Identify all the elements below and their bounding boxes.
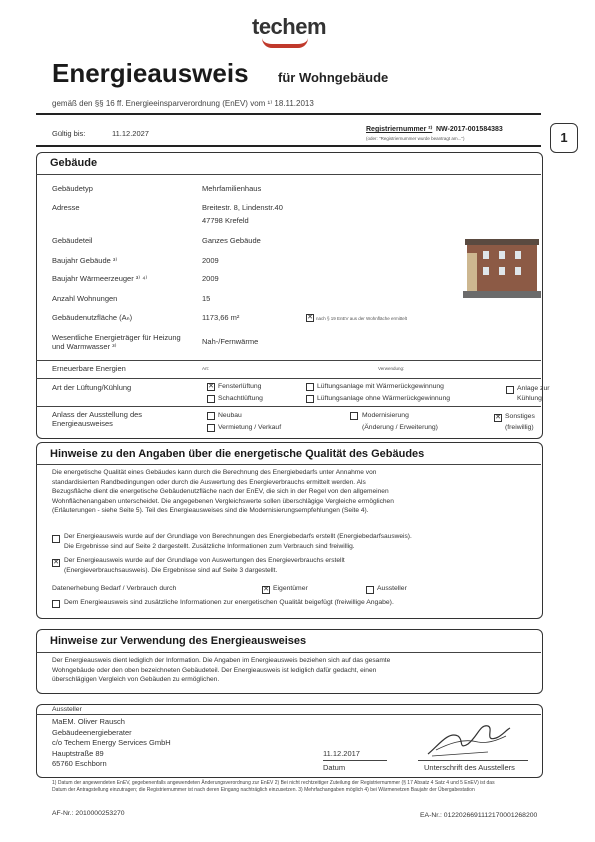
new-build-checkbox[interactable]	[207, 412, 215, 420]
additional-info-checkbox[interactable]	[52, 600, 60, 608]
owner-checkbox[interactable]: ✕	[263, 586, 269, 593]
issuer-address: MaEM. Oliver Rausch Gebäudeenergieberater c/o Techem Energy Services GmbH Hauptstraße 89 65760 Eschborn	[52, 717, 171, 768]
reason-divider	[36, 406, 541, 407]
checkbox-label: Kühlung	[517, 395, 542, 402]
page-subtitle: für Wohngebäude	[278, 70, 389, 85]
af-number: AF-Nr.: 201000025327​0	[52, 810, 125, 817]
quality-notes-title: Hinweise zu den Angaben über die energetische Qualität des Gebäudes	[50, 448, 425, 460]
quality-notes-paragraph: Die energetische Qualität eines Gebäudes kann durch die Berechnung des Energiebedarfs unter Annahme von standardisierten Randbedingungen oder durch die Auswertung des Energieverbrauchs ermittelt werden. Als Bezugsfläche dient die energetische Gebäudenutzfläche nach der EnEV, die sich in der Regel von den allgemeinen Wohnflächenangaben unterscheidet. Die angegebenen Vergleichswerte sollen überschlägige Vergleiche ermöglichen (Erläuterungen - siehe Seite 5). Teil des Energieausweises sind die Modernisierungsempfehlungen (Seite 4).	[52, 469, 394, 514]
issue-date: 11.12.2017	[323, 749, 360, 758]
signature-image	[418, 716, 518, 761]
address-line1: Breitestr. 8, Lindenstr.40	[202, 203, 283, 212]
energy-source-label: Wesentliche Energieträger für Heizung und Warmwasser ³⁾	[52, 333, 181, 351]
other-checkbox[interactable]: ✕	[495, 414, 501, 421]
window-ventilation-checkbox[interactable]: ✕	[208, 383, 214, 390]
ventilation-without-recovery-checkbox[interactable]	[306, 395, 314, 403]
building-photo	[463, 183, 541, 303]
usable-area-value: 1173,66 m²	[202, 313, 240, 322]
ventilation-label: Art der Lüftung/Kühlung	[52, 383, 132, 392]
checkbox-label: Schachtlüftung	[218, 395, 263, 402]
building-title-divider	[36, 174, 541, 175]
building-part-value: Ganzes Gebäude	[202, 236, 261, 245]
law-reference: gemäß den §§ 16 ff. Energieeinsparverordnung (EnEV) vom ¹⁾ 18.11.2013	[52, 99, 314, 108]
building-row-label: Baujahr Wärmeerzeuger ³⁾ ⁴⁾	[52, 274, 148, 283]
checkbox-label: Sonstiges	[505, 413, 535, 420]
issuer-label: Aussteller	[52, 706, 82, 713]
demand-certificate-text: Der Energieausweis wurde auf der Grundlage von Berechnungen des Energiebedarfs erstellt (Energiebedarfsausweis). Die Ergebnisse sind auf Seite 2 dargestellt. Zusätzliche Informationen zum Verbrauch sind freiwillig.	[64, 533, 412, 550]
data-collection-label: Datenerhebung Bedarf / Verbrauch durch	[52, 585, 177, 592]
checkbox-label: Modernisierung	[362, 412, 409, 419]
an-note-checkbox[interactable]: ✕	[307, 314, 313, 321]
quality-notes-divider	[36, 464, 541, 465]
header-divider	[36, 113, 541, 115]
building-type-value: Mehrfamilienhaus	[202, 184, 262, 193]
ea-number: EA-Nr.: 01220266911121700012682​00	[420, 812, 538, 819]
renewables-label: Erneuerbare Energien	[52, 364, 126, 373]
page-number-badge: 1	[550, 123, 578, 153]
checkbox-label: Lüftungsanlage mit Wärmerückgewinnung	[317, 383, 444, 390]
techem-logo: techem	[252, 14, 327, 39]
usage-notes-title: Hinweise zur Verwendung des Energieausweises	[50, 635, 307, 647]
apartments-value: 15	[202, 294, 211, 303]
renewables-use-label: Verwendung:	[378, 366, 405, 371]
energy-source-value: Nah-/Fernwärme	[202, 337, 259, 346]
valid-until-label: Gültig bis:	[52, 129, 86, 138]
modernization-checkbox[interactable]	[350, 412, 358, 420]
signature-label: Unterschrift des Ausstellers	[424, 763, 515, 772]
ventilation-with-recovery-checkbox[interactable]	[306, 383, 314, 391]
validity-divider	[36, 145, 541, 147]
ventilation-divider	[36, 378, 541, 379]
date-label: Datum	[323, 763, 346, 772]
issuer-checkbox[interactable]	[366, 586, 374, 594]
checkbox-label: (Änderung / Erweiterung)	[362, 424, 438, 431]
footnote-1: 1) Datum der angewendeten EnEV, gegebenenfalls angewendeten Änderungsverordnung zur EnEV 2) Bei nicht rechtzeitiger Zuteilung der Registriernummer (§ 17 Absatz 4 Satz 4 und 5 EnEV) ist das	[52, 780, 495, 786]
signature-line	[418, 760, 528, 761]
additional-info-text: Dem Energieausweis sind zusätzliche Informationen zur energetischen Qualität beigefügt (freiwillige Angabe).	[64, 599, 394, 606]
building-section-title: Gebäude	[50, 157, 98, 169]
checkbox-label: Eigentümer	[273, 585, 308, 592]
shaft-ventilation-checkbox[interactable]	[207, 395, 215, 403]
registration-note: (oder: "Registriernummer wurde beantragt am...")	[366, 136, 465, 141]
registration-number: NW-2017-001584383	[436, 126, 503, 133]
building-row-label: Gebäudetyp	[52, 184, 93, 193]
renewables-type-label: Art:	[202, 366, 210, 371]
checkbox-label: (freiwillig)	[505, 424, 534, 431]
building-row-label: Anzahl Wohnungen	[52, 294, 118, 303]
logo-underline	[262, 38, 308, 48]
building-row-label: Gebäudenutzfläche (Aₙ)	[52, 313, 133, 322]
checkbox-label: Fensterlüftung	[218, 383, 262, 390]
usage-notes-divider	[36, 652, 541, 653]
an-note-text: nach § 19 EnEV aus der Wohnfläche ermittelt	[316, 316, 407, 321]
building-row-label: Gebäudeteil	[52, 236, 93, 245]
heater-year-value: 2009	[202, 274, 219, 283]
footnote-2: Datum der Antragstellung einzutragen; die Registriernummer ist nach deren Eingang nachträglich einzusetzen. 3) Mehrfachangaben möglich 4) bei Wärmenetzen Baujahr der Übergabestation	[52, 787, 475, 793]
consumption-certificate-checkbox[interactable]: ✕	[53, 559, 59, 566]
valid-until-date: 11.12.2027	[112, 129, 149, 138]
checkbox-label: Aussteller	[377, 585, 407, 592]
registration-label: Registriernummer ²⁾	[366, 126, 433, 133]
page-title: Energieausweis	[52, 58, 249, 88]
building-row-label: Baujahr Gebäude ³⁾	[52, 256, 118, 265]
reason-label: Anlass der Ausstellung des Energieausweises	[52, 410, 143, 428]
checkbox-label: Neubau	[218, 412, 242, 419]
rent-sale-checkbox[interactable]	[207, 424, 215, 432]
construction-year-value: 2009	[202, 256, 219, 265]
address-line2: 47798 Krefeld	[202, 216, 249, 225]
checkbox-label: Vermietung / Verkauf	[218, 424, 282, 431]
cooling-checkbox[interactable]	[506, 386, 514, 394]
checkbox-label: Lüftungsanlage ohne Wärmerückgewinnung	[317, 395, 451, 402]
date-line	[323, 760, 387, 761]
consumption-certificate-text: Der Energieausweis wurde auf der Grundlage von Auswertungen des Energieverbrauchs erstellt (Energieverbrauchsausweis). Die Ergebnisse sind auf Seite 3 dargestellt.	[64, 557, 345, 574]
usage-notes-paragraph: Der Energieausweis dient lediglich der Information. Die Angaben im Energieausweis beziehen sich auf das gesamte Wohngebäude oder den oben bezeichneten Gebäudeteil. Der Energieausweis ist lediglich dafür gedacht, einen überschlägigen Vergleich von Gebäuden zu ermöglichen.	[52, 657, 391, 683]
demand-certificate-checkbox[interactable]	[52, 535, 60, 543]
issuer-divider	[36, 714, 541, 715]
building-row-label: Adresse	[52, 203, 80, 212]
renewables-divider	[36, 360, 541, 361]
checkbox-label: Anlage zur	[517, 385, 550, 392]
